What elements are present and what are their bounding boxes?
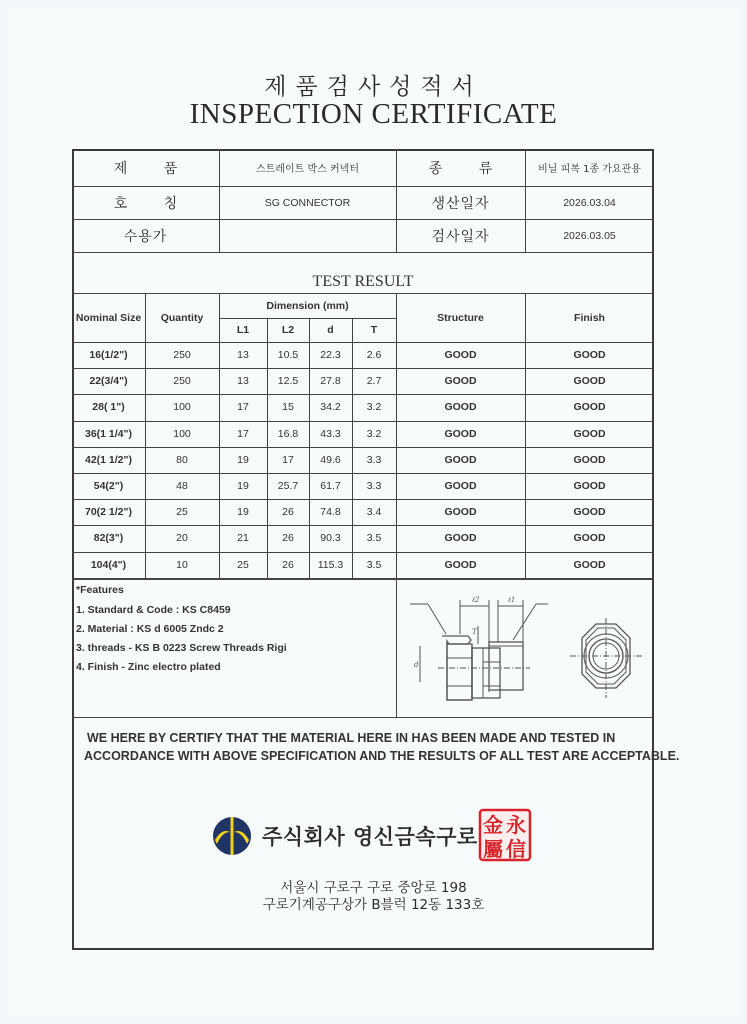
drawing-label-l1: ℓ1	[508, 596, 516, 604]
svg-text:金: 金	[483, 813, 503, 837]
cell-structure: GOOD	[444, 506, 477, 519]
production-date-label: 생산일자	[431, 195, 490, 212]
cell-d: 22.3	[320, 349, 341, 362]
features-heading: *Features	[76, 584, 124, 596]
divider	[72, 717, 654, 718]
cell-quantity: 100	[173, 427, 191, 440]
cell-structure: GOOD	[444, 453, 477, 466]
cell-l2: 16.8	[277, 427, 299, 440]
address-line-2: 구로기계공구상가 B블럭 12동 133호	[262, 897, 485, 913]
svg-text:屬: 屬	[483, 837, 503, 861]
cell-t: 2.7	[366, 375, 382, 388]
customer-value	[219, 219, 396, 252]
cell-l1: 13	[237, 375, 249, 388]
cell-l1: 19	[237, 480, 249, 493]
cell-nominal-size: 82(3")	[93, 532, 124, 545]
header-t: T	[370, 324, 378, 336]
header-finish: Finish	[574, 311, 605, 324]
cell-finish: GOOD	[573, 427, 606, 440]
address-line-1: 서울시 구로구 구로 중앙로 198	[280, 880, 467, 896]
cell-l1: 19	[237, 453, 249, 466]
inspection-date-label: 검사일자	[431, 228, 490, 245]
type-label-text: 종 류	[428, 160, 509, 177]
cell-structure: GOOD	[444, 401, 477, 414]
cell-quantity: 250	[173, 349, 191, 362]
product-value: 스트레이트 박스 커넥터	[256, 164, 359, 175]
cell-finish: GOOD	[573, 506, 606, 519]
cell-d: 90.3	[320, 532, 341, 545]
cell-l2: 26	[282, 506, 294, 519]
certification-line-2: ACCORDANCE WITH ABOVE SPECIFICATION AND THE RESULTS OF ALL TEST ARE ACCEPTABLE.	[84, 749, 680, 763]
cell-d: 115.3	[317, 558, 344, 571]
company-seal-stamp-icon	[478, 808, 532, 862]
cell-quantity: 10	[176, 558, 188, 571]
cell-nominal-size: 28( 1")	[92, 401, 125, 414]
header-d: d	[327, 324, 334, 336]
cell-t: 3.2	[366, 401, 382, 414]
cell-l2: 15	[282, 401, 294, 414]
cell-quantity: 20	[176, 532, 188, 545]
cell-quantity: 100	[173, 401, 191, 414]
feature-item: 1. Standard & Code : KS C8459	[76, 604, 231, 616]
cell-structure: GOOD	[444, 480, 477, 493]
cell-l1: 13	[237, 349, 249, 362]
cell-d: 74.8	[320, 506, 341, 519]
product-label-text: 제 품	[113, 160, 194, 177]
cell-quantity: 80	[176, 453, 188, 466]
product-label	[72, 149, 219, 186]
cell-nominal-size: 16(1/2")	[89, 349, 128, 362]
cell-t: 3.5	[366, 532, 382, 545]
cell-t: 3.2	[366, 427, 382, 440]
svg-text:永: 永	[506, 813, 526, 837]
cell-l2: 17	[282, 453, 294, 466]
cell-nominal-size: 42(1 1/2")	[84, 453, 132, 466]
feature-item: 2. Material : KS d 6005 Zndc 2	[76, 623, 224, 635]
header-structure: Structure	[437, 311, 484, 324]
company-name: 주식회사 영신금속구로	[262, 825, 478, 849]
cell-t: 2.6	[366, 349, 382, 362]
company-logo-icon	[212, 816, 252, 856]
cell-nominal-size: 36(1 1/4")	[84, 427, 132, 440]
cell-finish: GOOD	[573, 453, 606, 466]
header-l1: L1	[236, 324, 250, 336]
cell-l1: 25	[237, 558, 249, 571]
cell-l2: 12.5	[277, 375, 299, 388]
cell-finish: GOOD	[573, 532, 606, 545]
production-date-value: 2026.03.04	[563, 196, 616, 209]
title-korean: 제품검사성적서	[264, 74, 483, 100]
divider	[72, 252, 654, 253]
divider	[72, 578, 654, 580]
cell-structure: GOOD	[444, 349, 477, 362]
cell-nominal-size: 104(4")	[90, 558, 127, 571]
drawing-label-l2: ℓ2	[472, 596, 480, 604]
cell-nominal-size: 70(2 1/2")	[84, 506, 132, 519]
cell-d: 43.3	[320, 427, 341, 440]
cell-finish: GOOD	[573, 401, 606, 414]
feature-item: 4. Finish - Zinc electro plated	[76, 661, 221, 673]
title-english: INSPECTION CERTIFICATE	[189, 98, 558, 130]
cell-nominal-size: 54(2")	[93, 480, 124, 493]
header-dimension: Dimension (mm)	[266, 299, 349, 312]
drawing-label-t: T	[472, 628, 477, 636]
inspection-date-value: 2026.03.05	[563, 229, 616, 242]
cell-structure: GOOD	[444, 427, 477, 440]
cell-t: 3.3	[366, 480, 382, 493]
feature-item: 3. threads - KS B 0223 Screw Threads Rigi	[76, 642, 287, 654]
cell-quantity: 25	[176, 506, 188, 519]
name-value: SG CONNECTOR	[264, 196, 351, 209]
cell-finish: GOOD	[573, 480, 606, 493]
name-label	[72, 186, 219, 219]
cell-l1: 17	[237, 427, 249, 440]
cell-l2: 10.5	[277, 349, 299, 362]
header-nominal-size: Nominal Size	[75, 311, 142, 324]
cell-t: 3.4	[366, 506, 382, 519]
cell-quantity: 48	[176, 480, 188, 493]
customer-label: 수용가	[123, 228, 168, 245]
cell-l1: 17	[237, 401, 249, 414]
cell-finish: GOOD	[573, 558, 606, 571]
cell-structure: GOOD	[444, 558, 477, 571]
cell-l2: 26	[282, 558, 294, 571]
svg-text:信: 信	[506, 837, 526, 861]
cell-l2: 26	[282, 532, 294, 545]
cell-finish: GOOD	[573, 375, 606, 388]
cell-nominal-size: 22(3/4")	[89, 375, 128, 388]
type-label	[396, 149, 525, 186]
certification-line-1: WE HERE BY CERTIFY THAT THE MATERIAL HERE IN HAS BEEN MADE AND TESTED IN	[87, 731, 616, 745]
cell-l2: 25.7	[277, 480, 299, 493]
cell-structure: GOOD	[444, 532, 477, 545]
cell-l1: 21	[237, 532, 249, 545]
cell-d: 61.7	[320, 480, 341, 493]
cell-t: 3.3	[366, 453, 382, 466]
header-quantity: Quantity	[160, 311, 204, 324]
test-result-title: TEST RESULT	[312, 273, 414, 290]
header-l2: L2	[281, 324, 295, 336]
cell-finish: GOOD	[573, 349, 606, 362]
cell-t: 3.5	[366, 558, 382, 571]
drawing-label-d: d	[414, 661, 419, 669]
cell-l1: 19	[237, 506, 249, 519]
type-value: 비닐 피복 1종 가요관용	[538, 164, 641, 175]
connector-technical-drawing-icon	[398, 582, 652, 714]
cell-d: 34.2	[320, 401, 341, 414]
cell-quantity: 250	[173, 375, 191, 388]
cell-d: 27.8	[320, 375, 341, 388]
cell-structure: GOOD	[444, 375, 477, 388]
name-label-text: 호 칭	[113, 195, 194, 212]
cell-d: 49.6	[320, 453, 341, 466]
